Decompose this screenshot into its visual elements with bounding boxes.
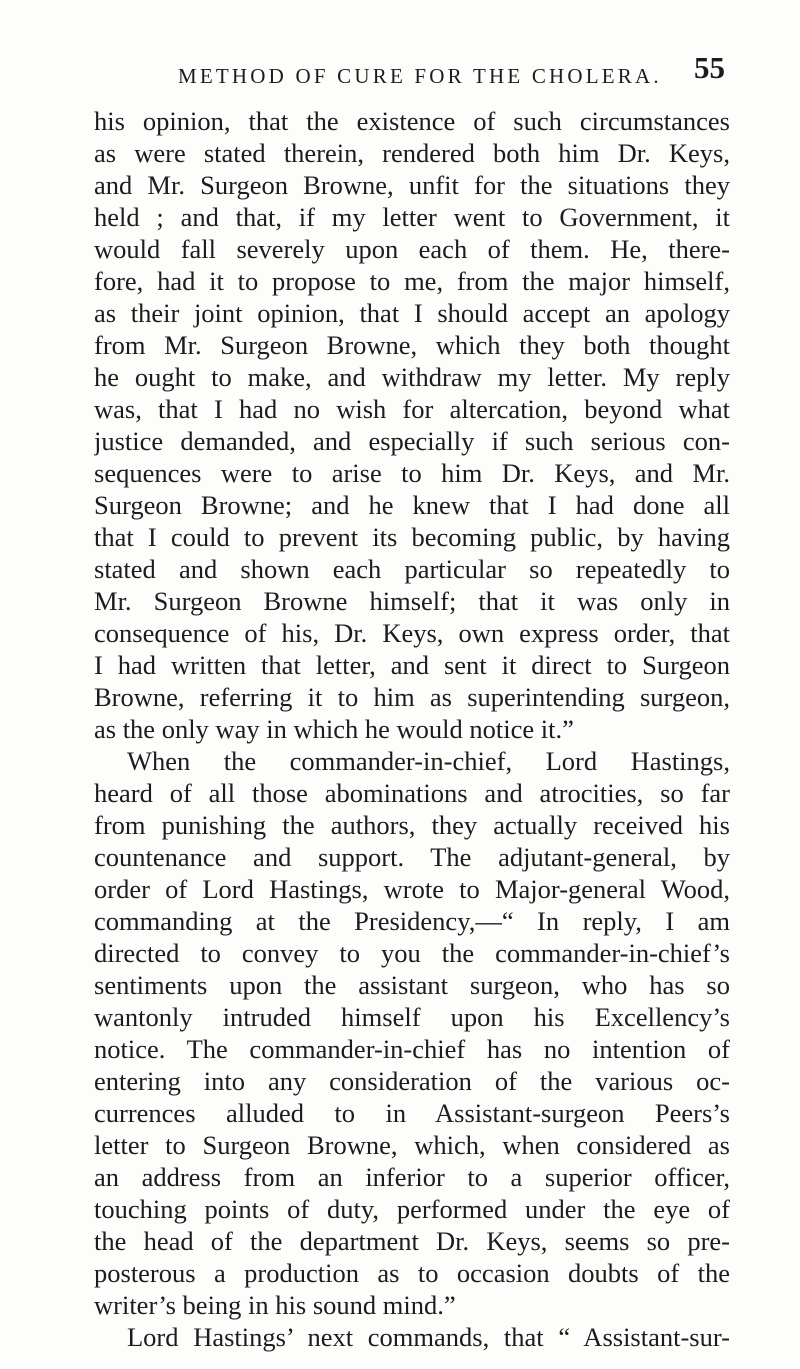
running-title: METHOD OF CURE FOR THE CHOLERA. <box>178 64 662 88</box>
text-line: notice. The commander-in-chief has no intention of <box>94 1034 730 1064</box>
text-line: entering into any consideration of the various oc- <box>94 1066 730 1096</box>
text-line: was, that I had no wish for altercation, beyond what <box>94 394 730 424</box>
text-line: sentiments upon the assistant surgeon, who has so <box>94 970 730 1000</box>
page-number: 55 <box>694 50 725 85</box>
text-line: letter to Surgeon Browne, which, when considered as <box>94 1130 730 1160</box>
text-line: stated and shown each particular so repeatedly to <box>94 554 730 584</box>
text-line: he ought to make, and withdraw my letter. My reply <box>94 362 730 392</box>
text-line: would fall severely upon each of them. He, there- <box>94 234 730 264</box>
text-line: When the commander-in-chief, Lord Hastings, <box>127 746 730 776</box>
text-line: held ; and that, if my letter went to Government, it <box>94 202 730 232</box>
text-line: Mr. Surgeon Browne himself; that it was only in <box>94 586 730 616</box>
text-line: sequences were to arise to him Dr. Keys, and Mr. <box>94 458 730 488</box>
text-line: heard of all those abominations and atrocities, so far <box>94 778 730 808</box>
text-line: fore, had it to propose to me, from the major himself, <box>94 266 730 296</box>
text-line: currences alluded to in Assistant-surgeon Peers’s <box>94 1098 730 1128</box>
text-line: from punishing the authors, they actually received his <box>94 810 730 840</box>
text-line: I had written that letter, and sent it direct to Surgeon <box>94 650 730 680</box>
text-line: Surgeon Browne; and he knew that I had done all <box>94 490 730 520</box>
text-line: and Mr. Surgeon Browne, unfit for the situations they <box>94 170 730 200</box>
text-line: directed to convey to you the commander-in-chief’s <box>94 938 730 968</box>
text-line: as the only way in which he would notice it.” <box>94 714 574 744</box>
text-line: touching points of duty, performed under the eye of <box>94 1194 730 1224</box>
text-line: commanding at the Presidency,—“ In reply, I am <box>94 906 730 936</box>
text-line: order of Lord Hastings, wrote to Major-general Wood, <box>94 874 730 904</box>
text-line: the head of the department Dr. Keys, seems so pre- <box>94 1226 730 1256</box>
text-line: as were stated therein, rendered both him Dr. Keys, <box>94 138 730 168</box>
text-line: countenance and support. The adjutant-general, by <box>94 842 730 872</box>
text-line: his opinion, that the existence of such circumstances <box>94 106 730 136</box>
text-line: wantonly intruded himself upon his Excellency’s <box>94 1002 730 1032</box>
text-line: Browne, referring it to him as superintending surgeon, <box>94 682 730 712</box>
text-line: as their joint opinion, that I should accept an apology <box>94 298 730 328</box>
text-line: writer’s being in his sound mind.” <box>94 1290 456 1320</box>
text-line: justice demanded, and especially if such serious con- <box>94 426 730 456</box>
text-line: that I could to prevent its becoming public, by having <box>94 522 730 552</box>
text-line: consequence of his, Dr. Keys, own express order, that <box>94 618 730 648</box>
text-line: an address from an inferior to a superior officer, <box>94 1162 730 1192</box>
text-line: Lord Hastings’ next commands, that “ Assistant-sur- <box>127 1322 730 1352</box>
text-line: posterous a production as to occasion doubts of the <box>94 1258 730 1288</box>
text-line: from Mr. Surgeon Browne, which they both thought <box>94 330 730 360</box>
